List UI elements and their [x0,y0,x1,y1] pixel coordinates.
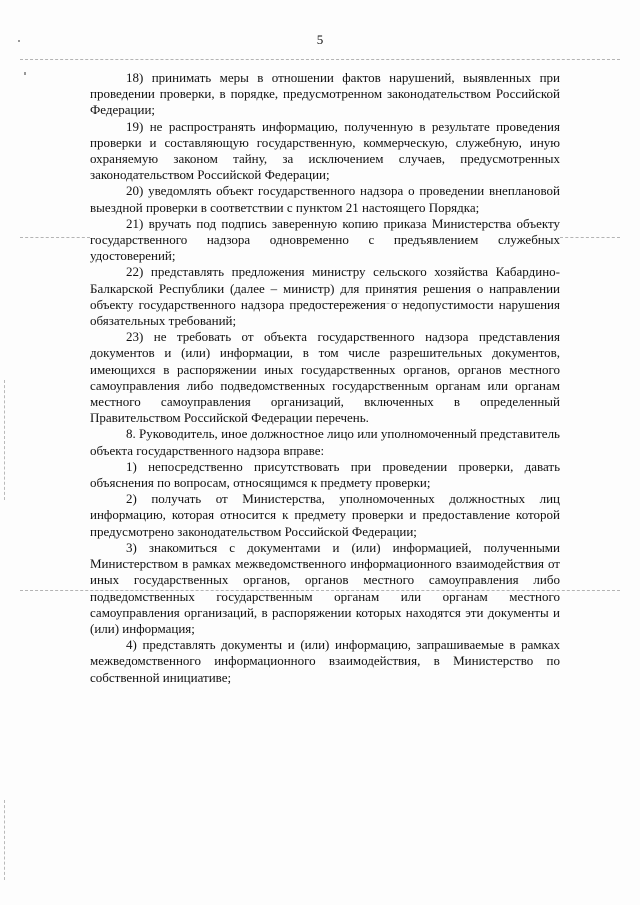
paragraph: 4) представлять документы и (или) информацию, запрашиваемые в рамках межведомственного информационного взаимодействия, в Министерство по собственной инициативе; [90,637,560,685]
paragraph: 18) принимать меры в отношении фактов нарушений, выявленных при проведении проверки, в порядке, предусмотренном законодательством Российской Федерации; [90,70,560,118]
paragraph: 19) не распространять информацию, полученную в результате проведения проверки и составляющую государственную, коммерческую, служебную, иную охраняемую законом тайну, за исключением случаев, предусмотренных законодательством Российской Федерации; [90,118,560,183]
scan-artifact-edge [4,800,5,880]
scan-artifact-line [20,237,90,238]
paragraph: 8. Руководитель, иное должностное лицо или уполномоченный представитель объекта государственного надзора вправе: [90,426,560,458]
paragraph: 3) знакомиться с документами и (или) информацией, полученными Министерством в рамках межведомственного информационного взаимодействия от иных государственных органов, органов местного самоуправления либо подведомственных государственным органам или органам местного самоуправления организаций, в распоряжении которых находятся эти документы и (или) информация; [90,539,560,636]
paragraph: 1) непосредственно присутствовать при проведении проверки, давать объяснения по вопросам, относящимся к предмету проверки; [90,458,560,491]
paragraph: 20) уведомлять объект государственного надзора о проведении внеплановой выездной проверки в соответствии с пунктом 21 настоящего Порядка; [90,183,560,215]
scan-artifact-line [20,59,620,60]
scan-artifact-dot [24,72,26,75]
scan-artifact-edge [4,380,5,500]
scan-artifact-line [560,237,620,238]
paragraph: 23) не требовать от объекта государственного надзора представления документов и (или) информации, в том числе разрешительных документов, имеющихся в распоряжении иных государственных органов, органов местного самоуправления либо подведомственных государственным органам или органам местного самоуправления организаций, включенных в определенный Правительством Российской Федерации перечень. [90,329,560,426]
paragraph: 22) представлять предложения министру сельского хозяйства Кабардино-Балкарской Республики (далее – министр) для принятия решения о направлении объекту государственного надзора предостережения о недопустимости нарушения обязательных требований; [90,264,560,329]
page-number: 5 [316,32,324,47]
paragraph: 2) получать от Министерства, уполномоченных должностных лиц информацию, которая относится к предмету проверки и предоставление которой предусмотрено законодательством Российской Федерации; [90,491,560,539]
paragraph: 21) вручать под подпись заверенную копию приказа Министерства объекту государственного надзора одновременно с предъявлением служебных удостоверений; [90,215,560,264]
document-body [90,70,560,686]
